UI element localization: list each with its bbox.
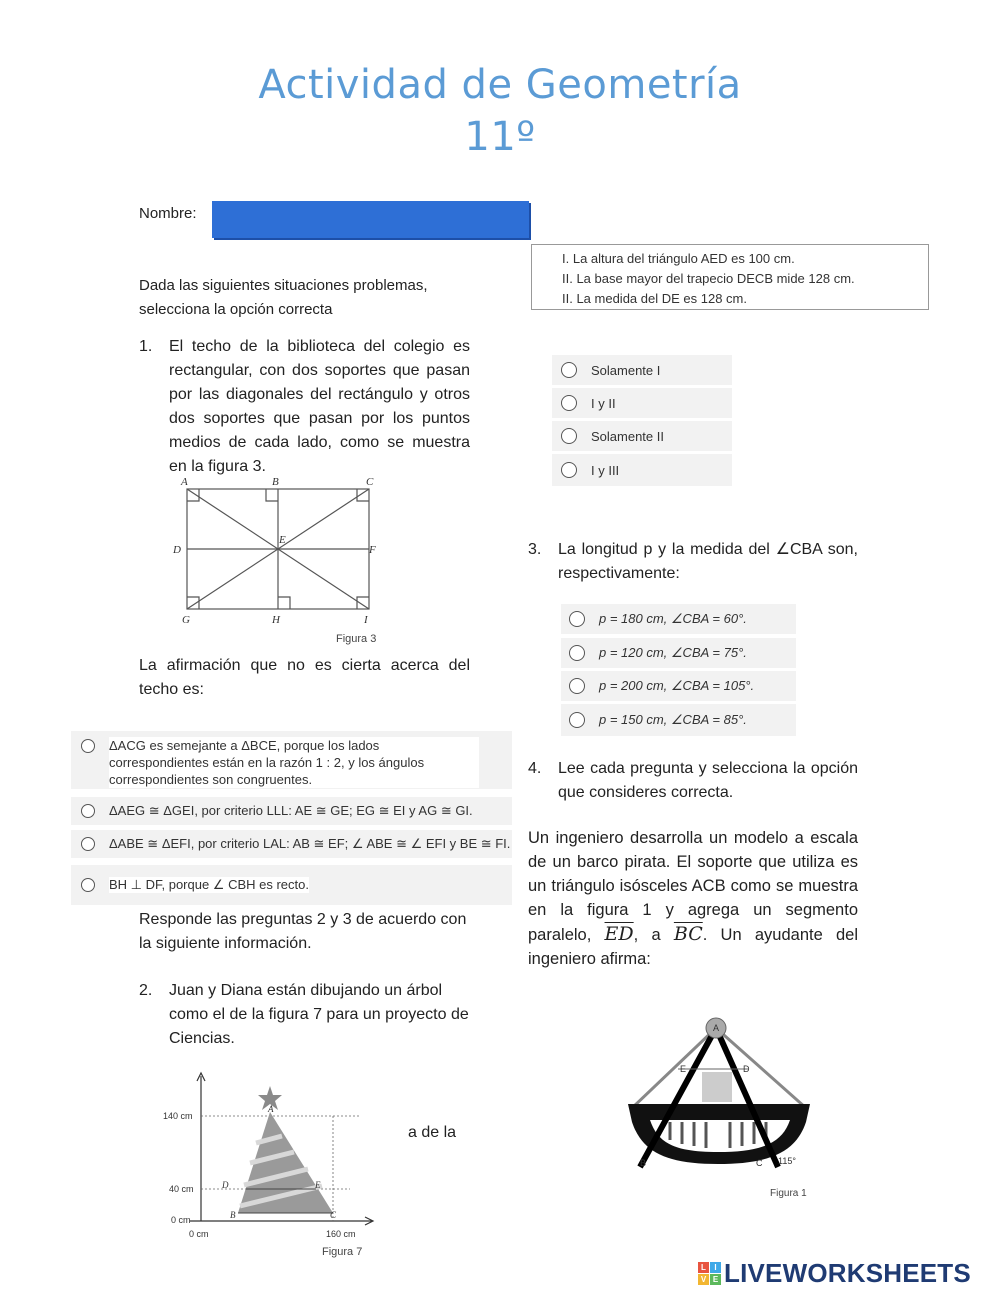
question-3-number: 3.	[528, 541, 542, 558]
option-text: Solamente II	[591, 428, 664, 444]
instructions: Dada las siguientes situaciones problemas, selecciona la opción correcta	[139, 277, 428, 318]
label-c: C	[756, 1158, 763, 1168]
radio-button[interactable]	[569, 611, 585, 627]
q2-option-3[interactable]	[552, 421, 732, 451]
q1-option-4[interactable]	[71, 865, 512, 905]
option-text: ΔABE ≅ ΔEFI, por criterio LAL: AB ≅ EF; ∠ ABE ≅ ∠ EFI y BE ≅ FI.	[109, 836, 511, 851]
paragraph-text: Un ingeniero desarrolla un modelo a escala de un barco pirata. El soporte que utiliza es un triángulo isósceles ACB como se muestra en la figura 1 y agrega un segmento paralelo,	[528, 829, 858, 944]
paragraph-mid: , a	[633, 926, 661, 944]
option-text: I y III	[591, 462, 620, 478]
angle-label: 115°	[778, 1156, 796, 1166]
question-4-text: Lee cada pregunta y selecciona la opción que consideres correcta.	[558, 760, 858, 801]
q1-option-3[interactable]	[71, 830, 512, 858]
logo-letter: I	[710, 1262, 721, 1273]
y-tick-140: 140 cm	[163, 1111, 193, 1121]
ship-mast-block	[702, 1072, 732, 1102]
segment-ed: $\overline{ED}$	[604, 923, 634, 945]
question-4-number: 4.	[528, 760, 542, 777]
x-tick-0: 0 cm	[189, 1229, 209, 1239]
label-d: D	[743, 1064, 750, 1074]
paragraph-end: . Un ayudante del ingeniero afirma:	[528, 926, 858, 968]
radio-button[interactable]	[81, 739, 95, 753]
question-1-prompt: La afirmación que no es cierta acerca del techo es:	[139, 657, 470, 698]
q3-option-2[interactable]	[561, 638, 796, 668]
label-a: A	[181, 476, 188, 488]
label-d: D	[173, 544, 181, 556]
right-angle-h	[278, 597, 290, 609]
statement-1: I. La altura del triángulo AED es 100 cm.	[562, 251, 795, 266]
q3-option-4[interactable]	[561, 704, 796, 736]
figure-7-caption: Figura 7	[322, 1246, 363, 1258]
question-2	[139, 979, 470, 1051]
question-4	[528, 757, 858, 805]
q3-option-3[interactable]	[561, 671, 796, 701]
question-1-number: 1.	[139, 338, 153, 355]
q2-option-1[interactable]	[552, 355, 732, 385]
radio-button[interactable]	[561, 362, 577, 378]
option-text: p = 200 cm, ∠CBA = 105°.	[599, 678, 755, 693]
label-b: B	[230, 1210, 236, 1220]
right-angle-b	[266, 489, 278, 501]
label-h: H	[272, 614, 280, 626]
label-i: I	[364, 614, 368, 626]
label-e: E	[279, 534, 286, 546]
option-text: I y II	[591, 395, 616, 411]
question-2-number: 2.	[139, 982, 153, 999]
question-3-text: La longitud p y la medida del ∠CBA son, respectivamente:	[558, 541, 858, 582]
q1-option-1[interactable]	[71, 731, 512, 789]
option-text: p = 180 cm, ∠CBA = 60°.	[599, 611, 747, 626]
radio-button[interactable]	[561, 462, 577, 478]
statements-box	[531, 244, 929, 310]
question-1-text: El techo de la biblioteca del colegio es rectangular, con dos soportes que pasan por las diagonales del rectángulo y otros dos soportes que pasan por los puntos medios de cada lado, como se muestra en la figura 3.	[169, 338, 470, 475]
q3-option-1[interactable]	[561, 604, 796, 634]
label-b: B	[272, 476, 279, 488]
label-e: E	[680, 1064, 687, 1074]
label-b: B	[640, 1158, 647, 1168]
label-c: C	[330, 1210, 337, 1220]
x-tick-160: 160 cm	[326, 1229, 356, 1239]
liveworksheets-logo	[698, 1258, 971, 1289]
option-text: ΔACG es semejante a ΔBCE, porque los lados correspondientes están en la razón 1 : 2, y los ángulos correspondientes son congruentes.	[109, 737, 479, 788]
logo-letter: E	[710, 1274, 721, 1285]
radio-button[interactable]	[569, 678, 585, 694]
option-text: p = 150 cm, ∠CBA = 85°.	[599, 712, 747, 727]
label-a: A	[268, 1104, 274, 1114]
option-text: Solamente I	[591, 362, 661, 378]
figure-1-caption: Figura 1	[770, 1188, 807, 1199]
q1-option-2[interactable]	[71, 797, 512, 825]
brand-name: LIVEWORKSHEETS	[724, 1258, 971, 1288]
radio-button[interactable]	[561, 395, 577, 411]
shared-intro: Responde las preguntas 2 y 3 de acuerdo con la siguiente información.	[139, 911, 467, 952]
figure-1-pirate-ship	[620, 1012, 820, 1207]
page-title: Actividad de Geometría	[258, 62, 742, 108]
question-2-fragment: a de la	[408, 1124, 457, 1141]
radio-button[interactable]	[561, 428, 577, 444]
label-f: F	[369, 544, 376, 556]
logo-letter: V	[698, 1274, 709, 1285]
logo-letter: L	[698, 1262, 709, 1273]
figure-7-tree	[160, 1068, 380, 1263]
radio-button[interactable]	[81, 878, 95, 892]
question-2-text: Juan y Diana están dibujando un árbol como el de la figura 7 para un proyecto de Ciencias.	[169, 982, 469, 1047]
grade-subtitle: 11º	[464, 114, 536, 160]
option-text: ΔAEG ≅ ΔGEI, por criterio LLL: AE ≅ GE; EG ≅ EI y AG ≅ GI.	[109, 803, 473, 818]
label-c: C	[366, 476, 374, 488]
label-g: G	[182, 614, 190, 626]
option-text: p = 120 cm, ∠CBA = 75°.	[599, 645, 747, 660]
logo-mark-icon	[698, 1262, 721, 1285]
q2-option-4[interactable]	[552, 454, 732, 486]
question-4-paragraph	[528, 826, 858, 971]
question-3	[528, 538, 858, 586]
option-text: BH ⊥ DF, porque ∠ CBH es recto.	[109, 877, 309, 892]
y-tick-0: 0 cm	[171, 1215, 191, 1225]
label-a: A	[713, 1023, 720, 1033]
label-e: E	[315, 1180, 321, 1190]
radio-button[interactable]	[81, 837, 95, 851]
y-tick-40: 40 cm	[169, 1184, 194, 1194]
q2-option-2[interactable]	[552, 388, 732, 418]
label-d: D	[222, 1180, 229, 1190]
figure-3-caption: Figura 3	[336, 633, 377, 645]
radio-button[interactable]	[569, 712, 585, 728]
name-input[interactable]	[212, 201, 529, 238]
segment-bc: $\overline{BC}$	[673, 923, 703, 945]
statement-3: II. La medida del DE es 128 cm.	[562, 291, 747, 306]
statement-2: II. La base mayor del trapecio DECB mide 128 cm.	[562, 271, 855, 286]
radio-button[interactable]	[81, 804, 95, 818]
name-label: Nombre:	[139, 205, 197, 222]
radio-button[interactable]	[569, 645, 585, 661]
figure-3-rectangle	[168, 472, 388, 652]
question-1	[139, 335, 470, 479]
